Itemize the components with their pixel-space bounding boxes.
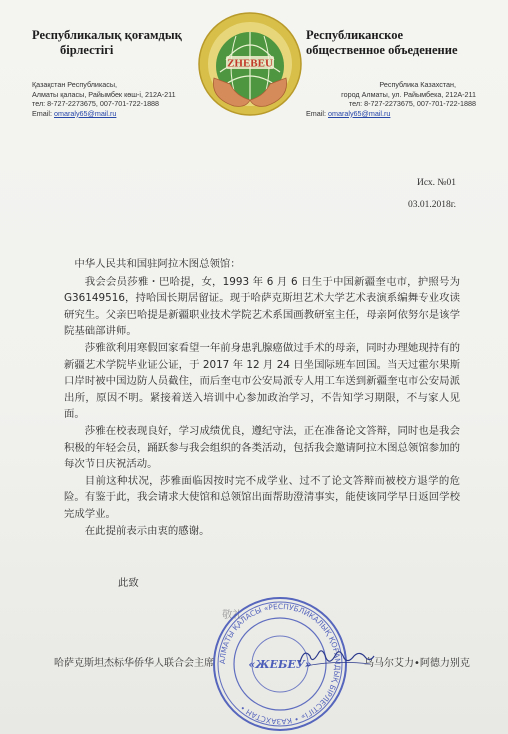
phone-line: тел: 8-727-2273675, 007-701-722-1888 <box>348 99 476 109</box>
letter-body <box>64 256 460 539</box>
handwritten-signature <box>296 642 376 672</box>
paragraph: 莎雅欲利用寒假回家看望一年前身患乳腺癌做过手术的母亲，同时办理她现持有的新疆艺术学院毕业证公证，于 2017 年 12 月 24 日坐国际班车回国。当天过霍尔果斯口岸时被中国边防人员截住，而后奎屯市公安局派专人用工车送到新疆奎屯市公安局派出所，原因不明。紧接着送入培训中心参加政治学习，不告知学习期限，不与家人见面。 <box>64 341 460 421</box>
address-line: Қазақстан Республикасы, <box>32 80 118 89</box>
signatory-title: 哈萨克斯坦杰标华侨华人联合会主席 <box>54 658 214 669</box>
stamp-center-text: «ЖЕБЕУ» <box>248 658 312 671</box>
org-name-line: Республикалық қоғамдық <box>32 28 182 42</box>
paragraph: 在此提前表示由衷的感谢。 <box>84 524 210 537</box>
address-line: Республика Казахстан, <box>379 80 456 89</box>
email-label: Email: <box>32 108 52 118</box>
paragraph: 目前这种状况，莎雅面临因按时完不成学业、过不了论文答辩而被校方退学的危险。有鉴于此，我会请求大使馆和总领馆出面帮助澄清事实，能使该同学早日返回学校完成学业。 <box>64 474 460 520</box>
salutation: 中华人民共和国驻阿拉木图总领馆： <box>74 258 241 270</box>
signature-row <box>54 654 494 674</box>
reference-date: 03.01.2018г. <box>408 200 456 210</box>
email-line <box>306 109 476 119</box>
org-name-line: бірлестігі <box>60 43 114 57</box>
address-line: город Алматы, ул. Райымбека, 212А-211 <box>341 89 476 99</box>
org-name-russian <box>306 28 476 58</box>
email-label: Email: <box>306 108 326 118</box>
org-name-kazakh <box>32 28 202 58</box>
address-kazakh <box>32 80 202 118</box>
paragraph: 我会会员莎雅・巴哈提，女，1993 年 6 月 6 日生于中国新疆奎屯市，护照号为 G36149516，持哈国长期居留证。现于哈萨克斯坦艺术大学艺术表演系编舞专业攻读研究生。父亲巴哈提是新疆职业技术学院艺术系国画教研室主任，母亲阿依努尔是该学院基础部讲师。 <box>64 275 460 338</box>
organization-logo <box>196 10 304 118</box>
org-name-line: Республиканское <box>306 28 404 42</box>
address-russian <box>306 80 476 118</box>
header-left <box>32 28 202 118</box>
address-line: Алматы қаласы, Райымбек көш-і, 212А-211 <box>32 89 176 99</box>
email-link[interactable]: omaraly65@mail.ru <box>53 108 117 118</box>
paragraph: 莎雅在校表现良好，学习成绩优良，遵纪守法，正在准备论文答辩，同时也是我会积极的年轻会员，踊跃参与我会组织的各类活动，包括我会邀请阿拉木图总领馆参加的每次节日庆祝活动。 <box>64 424 460 471</box>
reference-block <box>408 172 456 216</box>
phone-line: тел: 8-727-2273675, 007-701-722-1888 <box>32 99 160 109</box>
email-link[interactable]: omaraly65@mail.ru <box>327 108 391 118</box>
reference-number: Исх. №01 <box>416 178 456 188</box>
closing-salute: 敬礼 <box>222 609 243 621</box>
logo-text: ZHEBEU <box>227 57 273 70</box>
org-name-line: общественное объеденение <box>306 43 458 57</box>
signatory-name: 乌马尔艾力•阿德力别克 <box>364 658 470 669</box>
email-line <box>32 109 202 119</box>
closing-phrase: 此致 <box>118 577 139 589</box>
stamp-ring-text: АЛМАТЫ ҚАЛАСЫ «РЕСПУБЛИКАЛЫҚ ҚОҒАМДЫҚ БІРЛЕСТІГІ» • КАЗАХСТАН • <box>217 601 343 727</box>
header-right <box>306 28 476 118</box>
